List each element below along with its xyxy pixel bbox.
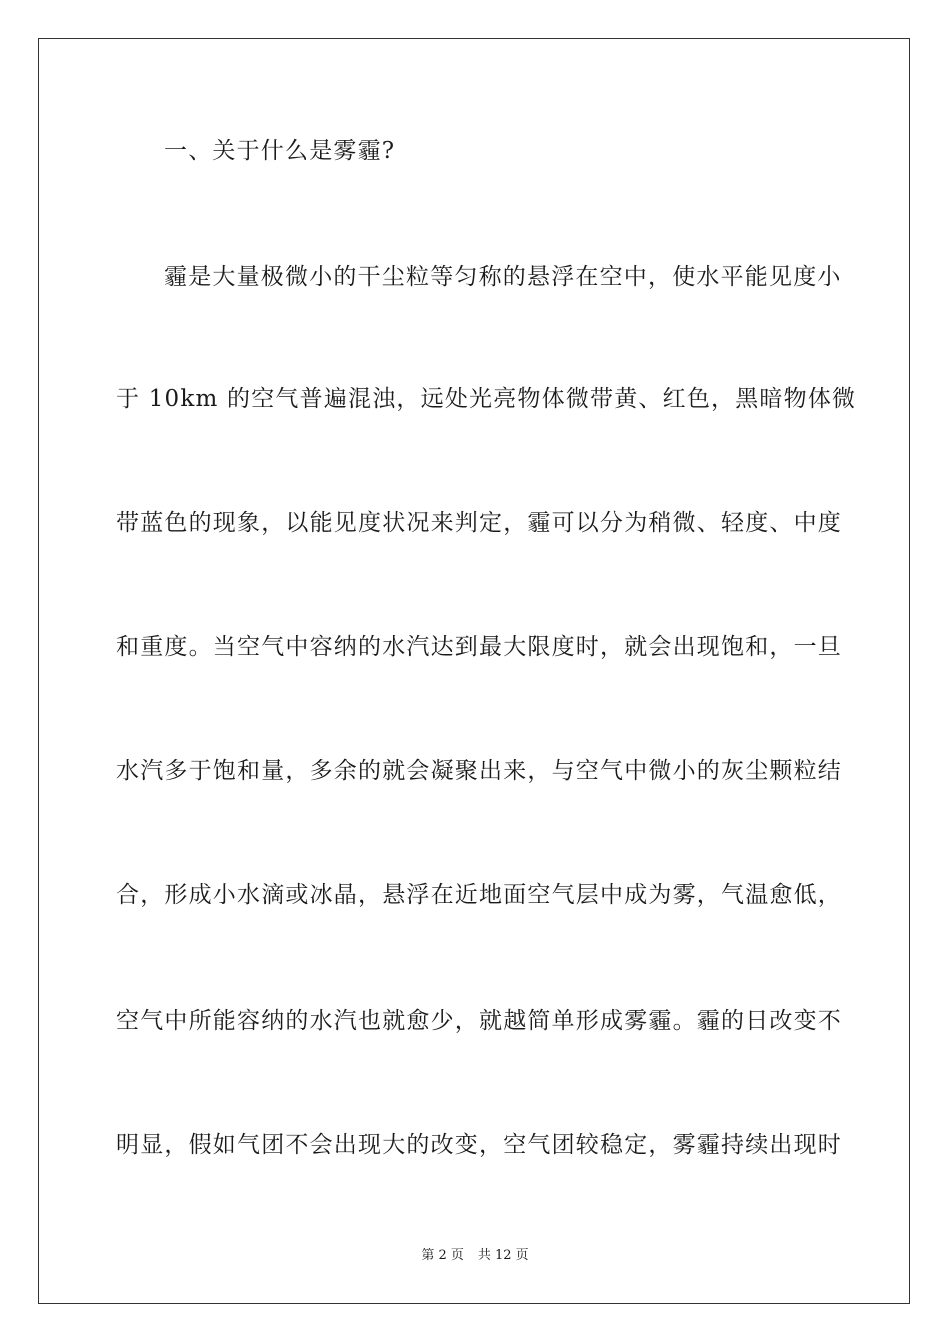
page-total: 共 12 页: [477, 1248, 529, 1263]
page-frame: [38, 38, 910, 1304]
paragraph-line: 和重度。当空气中容纳的水汽达到最大限度时，就会出现饱和，一旦: [116, 634, 842, 660]
paragraph-line: 带蓝色的现象，以能见度状况来判定，霾可以分为稍微、轻度、中度: [116, 510, 842, 536]
paragraph-line: 明显，假如气团不会出现大的改变，空气团较稳定，雾霾持续出现时: [116, 1132, 842, 1158]
paragraph-line: 于 10km 的空气普遍混浊，远处光亮物体微带黄、红色，黑暗物体微: [116, 386, 857, 412]
page-footer: [0, 1247, 950, 1265]
paragraph-line: 合，形成小水滴或冰晶，悬浮在近地面空气层中成为雾，气温愈低，: [116, 882, 842, 908]
page-number: 第 2 页: [421, 1248, 464, 1263]
paragraph-line: 空气中所能容纳的水汽也就愈少，就越简单形成雾霾。霾的日改变不: [116, 1008, 842, 1034]
paragraph-line: 水汽多于饱和量，多余的就会凝聚出来，与空气中微小的灰尘颗粒结: [116, 758, 842, 784]
paragraph-line: 霾是大量极微小的干尘粒等匀称的悬浮在空中，使水平能见度小: [164, 264, 842, 290]
section-heading: 一、关于什么是雾霾?: [164, 138, 396, 164]
